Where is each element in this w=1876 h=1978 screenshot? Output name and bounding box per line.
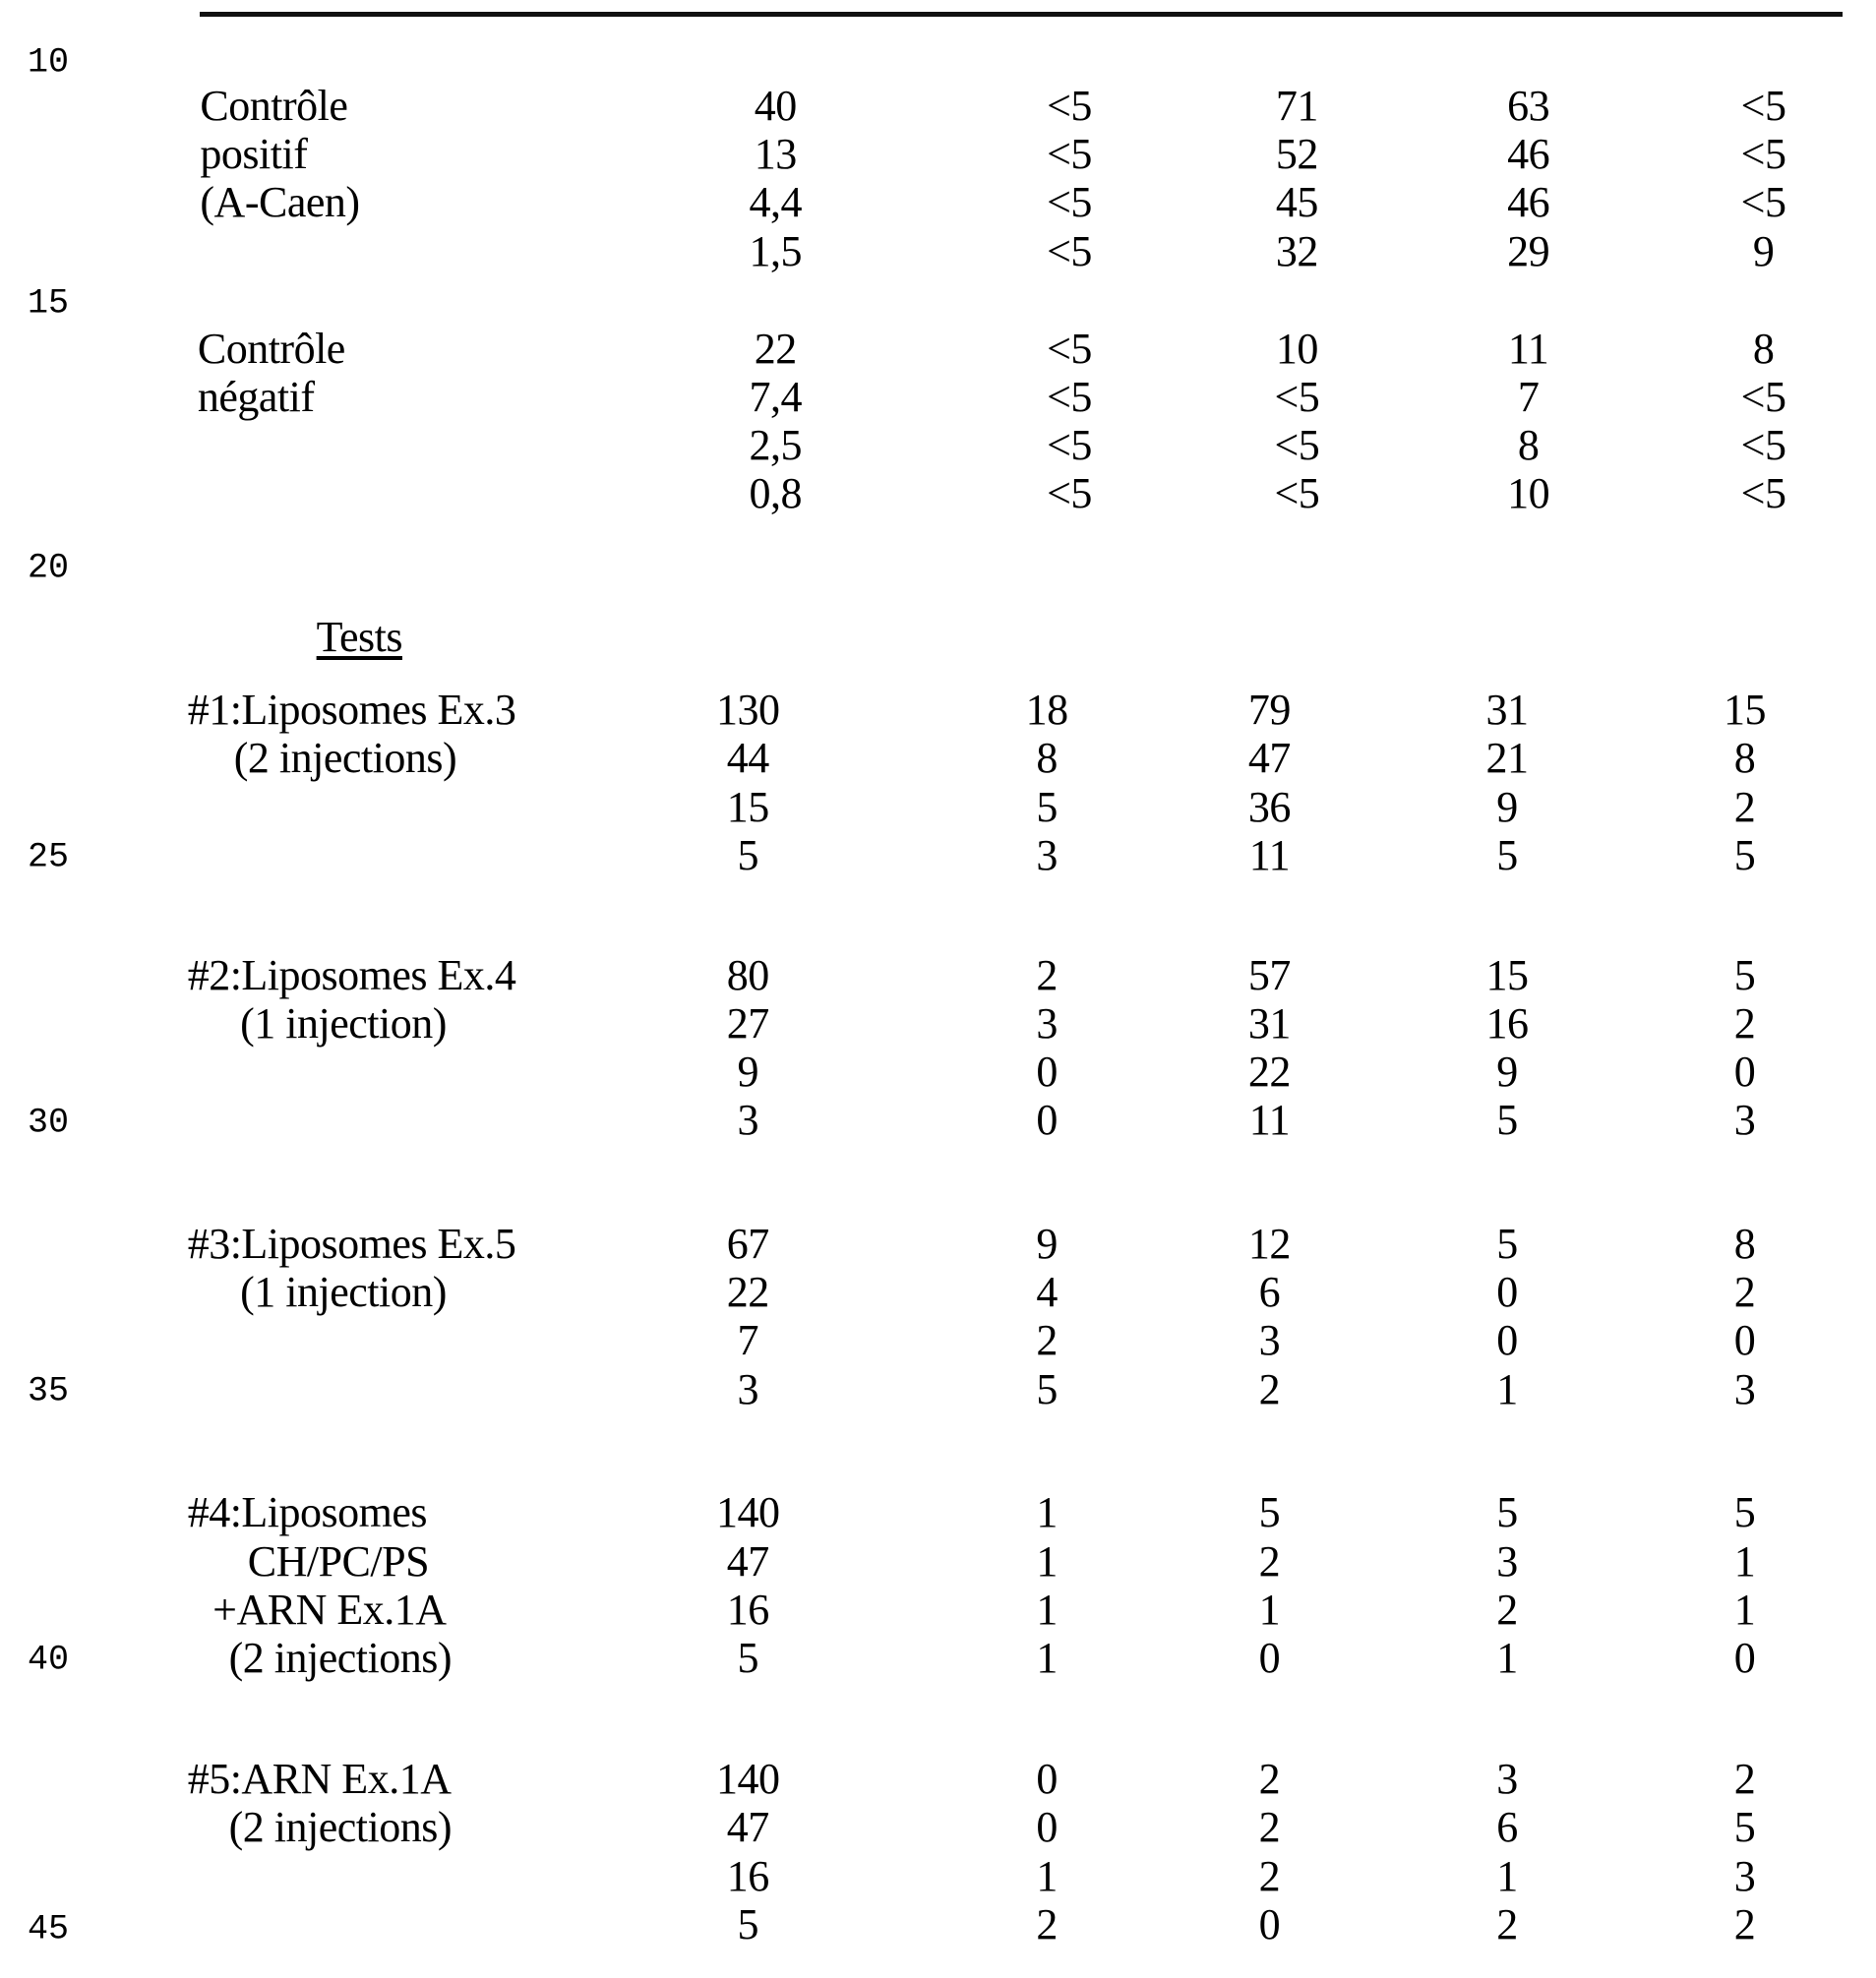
table-cell: 2 [1259,1540,1281,1584]
table-cell: 1 [1036,1540,1058,1584]
table-cell: 12 [1248,1223,1291,1266]
line-number: 10 [28,45,69,80]
table-cell: 47 [727,1806,769,1849]
table-cell: 2 [1734,1271,1756,1314]
table-cell: 0 [1734,1637,1756,1680]
table-cell: <5 [1047,328,1092,371]
table-cell: <5 [1047,472,1092,515]
table-cell: 9 [1496,1050,1518,1094]
table-cell: 31 [1248,1002,1291,1046]
table-top-rule [200,12,1843,17]
table-cell: 5 [1036,786,1058,829]
group-label: Contrôle [200,85,347,128]
line-number: 35 [28,1374,69,1409]
table-cell: 1 [1734,1588,1756,1632]
group-label: #1:Liposomes Ex.3 [188,689,516,732]
table-cell: 8 [1734,737,1756,780]
table-cell: 0 [1036,1806,1058,1849]
table-cell: 32 [1276,230,1318,273]
group-label: positif [200,133,307,176]
table-cell: 63 [1507,85,1549,128]
group-label: #2:Liposomes Ex.4 [188,954,516,997]
table-cell: 5 [1259,1491,1281,1534]
table-cell: 1 [1259,1588,1281,1632]
table-cell: <5 [1047,230,1092,273]
table-cell: 13 [755,133,797,176]
table-cell: 0 [1496,1271,1518,1314]
table-cell: 1 [1036,1491,1058,1534]
group-label: (1 injection) [240,1002,447,1046]
tests-heading: Tests [317,616,402,659]
table-cell: 5 [738,1637,759,1680]
table-cell: 3 [738,1099,759,1142]
table-cell: 0 [1734,1050,1756,1094]
table-cell: 3 [1259,1319,1281,1362]
table-cell: 5 [1036,1368,1058,1411]
group-label: #4:Liposomes [188,1491,427,1534]
table-cell: 4 [1036,1271,1058,1314]
table-cell: 47 [1248,737,1291,780]
table-cell: 3 [738,1368,759,1411]
table-cell: 5 [1496,1099,1518,1142]
table-cell: <5 [1741,472,1786,515]
table-cell: 2 [1259,1806,1281,1849]
table-cell: 7,4 [749,376,802,419]
group-label: #3:Liposomes Ex.5 [188,1223,516,1266]
table-cell: 140 [716,1491,780,1534]
table-cell: 57 [1248,954,1291,997]
table-cell: 6 [1259,1271,1281,1314]
table-cell: 0 [1259,1903,1281,1947]
table-cell: 1 [1496,1368,1518,1411]
table-cell: 2,5 [749,424,802,467]
table-cell: <5 [1741,133,1786,176]
line-number: 30 [28,1106,69,1140]
table-cell: 5 [1734,1491,1756,1534]
table-cell: 6 [1496,1806,1518,1849]
table-cell: 8 [1753,328,1775,371]
table-cell: 22 [755,328,797,371]
table-cell: 2 [1734,1002,1756,1046]
table-cell: 0 [1496,1319,1518,1362]
table-cell: 15 [1485,954,1528,997]
table-cell: <5 [1741,376,1786,419]
table-cell: 3 [1036,1002,1058,1046]
table-cell: 2 [1259,1855,1281,1898]
table-cell: 3 [1734,1855,1756,1898]
table-cell: 31 [1485,689,1528,732]
table-cell: <5 [1047,133,1092,176]
table-cell: 1 [1036,1637,1058,1680]
table-cell: 0 [1734,1319,1756,1362]
table-cell: 46 [1507,181,1549,224]
table-cell: <5 [1047,376,1092,419]
line-number: 45 [28,1912,69,1947]
table-cell: 3 [1734,1099,1756,1142]
table-cell: 27 [727,1002,769,1046]
table-cell: 0 [1036,1050,1058,1094]
table-cell: 36 [1248,786,1291,829]
table-cell: <5 [1274,472,1319,515]
table-cell: 2 [1734,786,1756,829]
table-cell: 3 [1734,1368,1756,1411]
line-number: 40 [28,1644,69,1678]
table-cell: 67 [727,1223,769,1266]
table-cell: 16 [1485,1002,1528,1046]
table-cell: 29 [1507,230,1549,273]
table-cell: <5 [1047,181,1092,224]
group-label: CH/PC/PS [248,1540,429,1584]
table-cell: 11 [1508,328,1548,371]
table-cell: 79 [1248,689,1291,732]
table-cell: 1 [1036,1855,1058,1898]
table-cell: 71 [1276,85,1318,128]
table-cell: 3 [1496,1540,1518,1584]
group-label: (A-Caen) [200,181,359,224]
table-cell: 5 [1734,954,1756,997]
table-cell: 9 [1753,230,1775,273]
table-cell: 2 [1734,1903,1756,1947]
table-cell: 1 [1496,1855,1518,1898]
table-cell: 10 [1276,328,1318,371]
group-label: #5:ARN Ex.1A [188,1758,452,1801]
table-cell: 21 [1485,737,1528,780]
table-cell: 5 [738,834,759,877]
table-cell: 0 [1036,1758,1058,1801]
table-cell: 2 [1734,1758,1756,1801]
group-label: négatif [198,376,315,419]
table-cell: 9 [1496,786,1518,829]
table-cell: 0 [1036,1099,1058,1142]
table-cell: 130 [716,689,780,732]
table-cell: 10 [1507,472,1549,515]
table-cell: 8 [1734,1223,1756,1266]
table-cell: 16 [727,1855,769,1898]
group-label: (2 injections) [229,1637,452,1680]
table-cell: 1 [1496,1637,1518,1680]
table-cell: 3 [1496,1758,1518,1801]
table-cell: 5 [1496,834,1518,877]
table-cell: 5 [1496,1491,1518,1534]
table-cell: 5 [1734,834,1756,877]
table-cell: 1 [1036,1588,1058,1632]
table-cell: 7 [738,1319,759,1362]
line-number: 15 [28,286,69,321]
table-cell: <5 [1741,181,1786,224]
group-label: (1 injection) [240,1271,447,1314]
table-cell: 8 [1518,424,1540,467]
table-cell: 9 [1036,1223,1058,1266]
table-cell: 2 [1036,1319,1058,1362]
line-number: 25 [28,841,69,875]
table-cell: 40 [755,85,797,128]
group-label: Contrôle [198,328,345,371]
table-cell: 11 [1249,834,1290,877]
table-cell: 3 [1036,834,1058,877]
table-cell: 140 [716,1758,780,1801]
table-cell: 46 [1507,133,1549,176]
table-cell: 2 [1036,954,1058,997]
table-cell: 9 [738,1050,759,1094]
table-cell: <5 [1274,424,1319,467]
table-cell: 44 [727,737,769,780]
table-cell: 47 [727,1540,769,1584]
table-cell: <5 [1741,85,1786,128]
group-label: (2 injections) [229,1806,452,1849]
table-cell: 2 [1259,1758,1281,1801]
table-cell: 80 [727,954,769,997]
table-cell: 0,8 [749,472,802,515]
table-cell: 1 [1734,1540,1756,1584]
table-cell: 2 [1496,1588,1518,1632]
table-cell: 16 [727,1588,769,1632]
table-cell: 52 [1276,133,1318,176]
table-cell: 2 [1496,1903,1518,1947]
table-cell: 22 [1248,1050,1291,1094]
table-cell: 15 [1724,689,1766,732]
table-cell: 45 [1276,181,1318,224]
line-number: 20 [28,552,69,586]
table-cell: <5 [1741,424,1786,467]
table-cell: <5 [1274,376,1319,419]
table-cell: 5 [738,1903,759,1947]
table-cell: 22 [727,1271,769,1314]
table-cell: 8 [1036,737,1058,780]
table-cell: <5 [1047,85,1092,128]
group-label: +ARN Ex.1A [212,1588,446,1632]
table-cell: 0 [1259,1637,1281,1680]
table-cell: 2 [1259,1368,1281,1411]
table-cell: 1,5 [749,230,802,273]
table-cell: 11 [1249,1099,1290,1142]
table-cell: 7 [1518,376,1540,419]
table-cell: 5 [1734,1806,1756,1849]
table-cell: 2 [1036,1903,1058,1947]
table-cell: <5 [1047,424,1092,467]
group-label: (2 injections) [234,737,456,780]
table-cell: 15 [727,786,769,829]
table-cell: 4,4 [749,181,802,224]
table-cell: 5 [1496,1223,1518,1266]
table-cell: 18 [1026,689,1068,732]
